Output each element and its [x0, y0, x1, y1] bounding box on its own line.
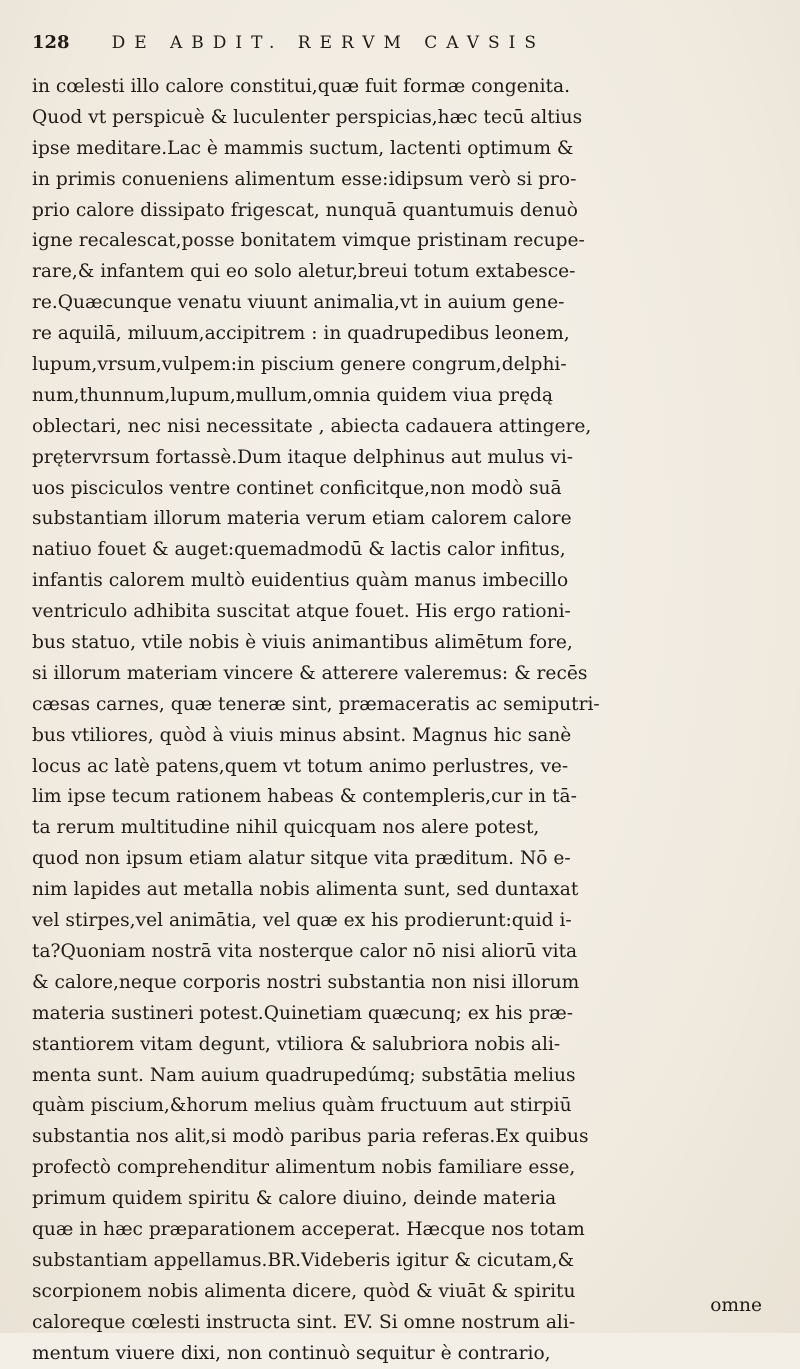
running-head: [32, 32, 772, 70]
page-number: 128: [32, 32, 70, 53]
text-line: quàm piscium,&horum melius quàm fructuum aut stirpiū: [32, 1095, 572, 1117]
text-line: stantiorem vitam degunt, vtiliora & salubriora nobis ali-: [32, 1033, 561, 1055]
text-line: quod non ipsum etiam alatur sitque vita præditum. Nō e-: [32, 848, 571, 870]
text-line: num,thunnum,lupum,mullum,omnia quidem viua prędą: [32, 384, 553, 406]
text-line: lim ipse tecum rationem habeas & contempleris,cur in tā-: [32, 786, 577, 808]
text-line: mentum viuere dixi, non continuò sequitur è contrario,: [32, 1342, 551, 1364]
text-line: scorpionem nobis alimenta dicere, quòd & viuāt & spiritu: [32, 1280, 576, 1302]
text-line: in cœlesti illo calore constitui,quæ fuit formæ congenita.: [32, 76, 571, 97]
text-line: nim lapides aut metalla nobis alimenta sunt, sed duntaxat: [32, 879, 579, 901]
text-line: & calore,neque corporis nostri substantia non nisi illorum: [32, 971, 580, 993]
text-line: vel stirpes,vel animātia, vel quæ ex his prodierunt:quid i-: [32, 910, 572, 932]
text-line: Quod vt perspicuè & luculenter perspicias,hæc tecū altius: [32, 106, 583, 128]
text-line: rare,& infantem qui eo solo aletur,breui totum extabesce-: [32, 261, 576, 283]
text-line: infantis calorem multò euidentius quàm manus imbecillo: [32, 570, 569, 592]
text-line: ipse meditare.Lac è mammis suctum, lactenti optimum &: [32, 137, 574, 159]
text-line: oblectari, nec nisi necessitate , abiecta cadauera attingere,: [32, 415, 592, 437]
text-line: substantiam illorum materia verum etiam calorem calore: [32, 508, 572, 530]
text-line: natiuo fouet & auget:quemadmodū & lactis calor infitus,: [32, 539, 566, 561]
text-line: primum quidem spiritu & calore diuino, deinde materia: [32, 1188, 557, 1210]
text-line: si illorum materiam vincere & atterere valeremus: & recēs: [32, 662, 588, 684]
text-line: profectò comprehenditur alimentum nobis familiare esse,: [32, 1157, 576, 1179]
text-line: substantiam appellamus.BR.Videberis igitur & cicutam,&: [32, 1249, 575, 1271]
text-line: cæsas carnes, quæ teneræ sint, præmaceratis ac semiputri-: [32, 693, 600, 715]
text-line: bus statuo, vtile nobis è viuis animantibus alimētum fore,: [32, 632, 573, 654]
text-line: lupum,vrsum,vulpem:in piscium genere congrum,delphi-: [32, 354, 567, 376]
text-line: igne recalescat,posse bonitatem vimque pristinam recupe-: [32, 230, 585, 252]
text-line: ventriculo adhibita suscitat atque fouet. His ergo rationi-: [32, 601, 571, 623]
text-line: re aquilā, miluum,accipitrem : in quadrupedibus leonem,: [32, 323, 570, 345]
text-line: materia sustineri potest.Quinetiam quæcunq; ex his præ-: [32, 1002, 574, 1024]
text-line: quæ in hæc præparationem acceperat. Hæcque nos totam: [32, 1218, 585, 1240]
text-line: uos pisciculos ventre continet conficitque,non modò suā: [32, 477, 562, 499]
text-line: ta rerum multitudine nihil quicquam nos alere potest,: [32, 817, 540, 839]
text-line: re.Quæcunque venatu viuunt animalia,vt in auium gene-: [32, 292, 565, 314]
catchword: omne: [710, 1295, 762, 1316]
text-line: prio calore dissipato frigescat, nunquā quantumuis denuò: [32, 199, 578, 221]
text-line: locus ac latè patens,quem vt totum animo perlustres, ve-: [32, 755, 569, 777]
text-line: menta sunt. Nam auium quadrupedúmq; substātia melius: [32, 1064, 576, 1086]
text-line: prętervrsum fortassè.Dum itaque delphinus aut mulus vi-: [32, 446, 574, 468]
text-line: ta?Quoniam nostrā vita nosterque calor nō nisi aliorū vita: [32, 940, 578, 962]
body-text: [32, 72, 772, 1369]
running-title: DE ABDIT. RERVM CAVSIS: [111, 33, 545, 53]
text-line: bus vtiliores, quòd à viuis minus absint. Magnus hic sanè: [32, 724, 572, 746]
text-line: in primis conueniens alimentum esse:idipsum verò si pro-: [32, 168, 577, 190]
text-line: substantia nos alit,si modò paribus paria referas.Ex quibus: [32, 1126, 589, 1148]
text-line: caloreque cœlesti instructa sint. EV. Si omne nostrum ali-: [32, 1311, 576, 1333]
